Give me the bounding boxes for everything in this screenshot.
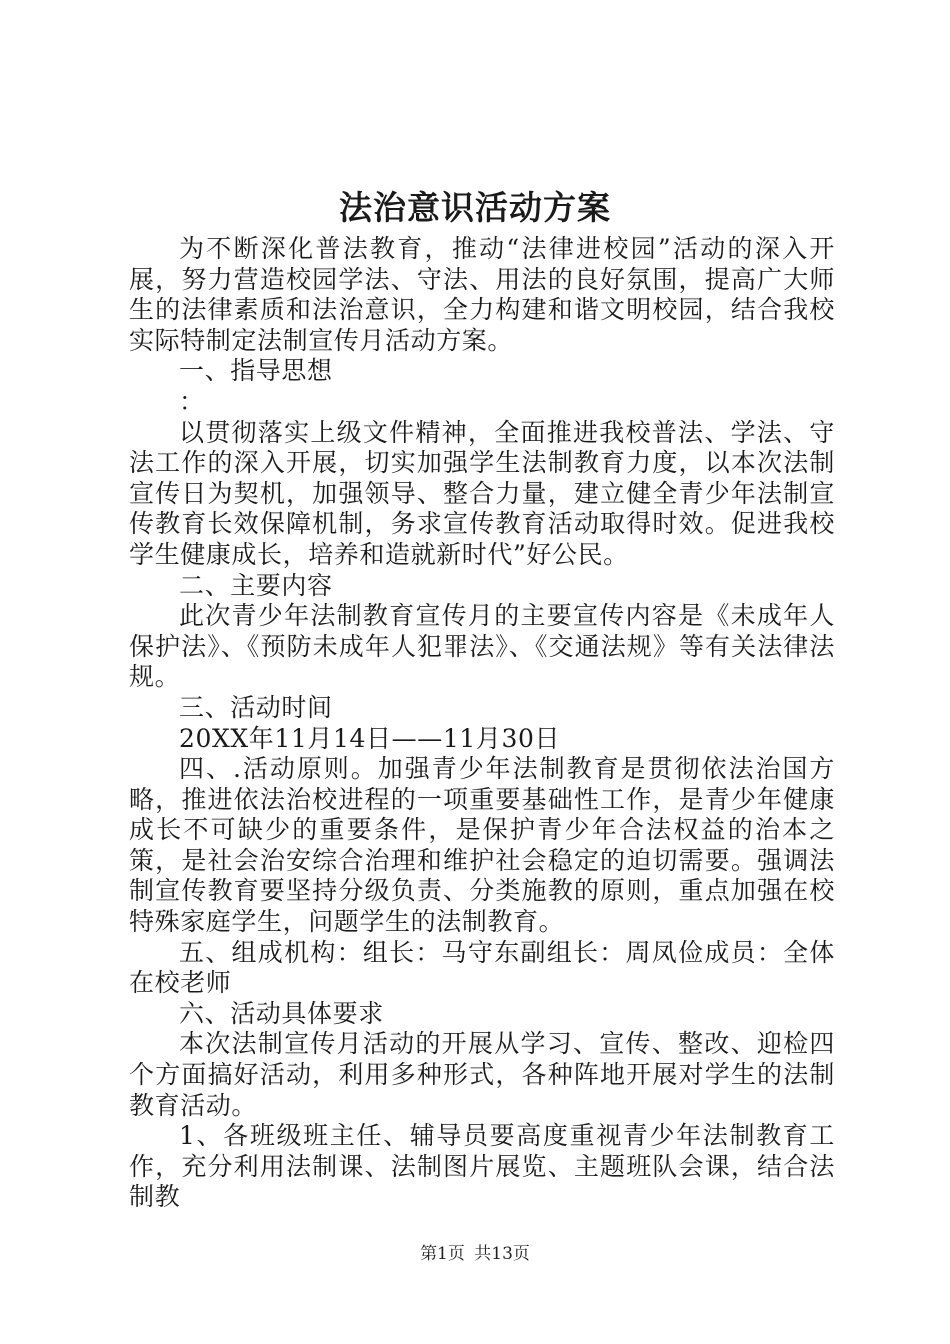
page-footer xyxy=(0,1242,950,1266)
main-content-paragraph: 此次青少年法制教育宣传月的主要宣传内容是《未成年人保护法》、《预防未成年人犯罪法》、《交通法规》等有关法律法规。 xyxy=(129,601,835,692)
colon-line: ： xyxy=(179,386,205,416)
section-heading-activity-time: 三、活动时间 xyxy=(179,692,333,722)
document-body xyxy=(129,234,835,1213)
activity-time-paragraph: 20XX年11月14日——11月30日 xyxy=(179,723,561,753)
section-heading-guiding-ideology: 一、指导思想 xyxy=(179,356,333,386)
document-title: 法治意识活动方案 xyxy=(339,188,611,227)
requirement-item-1: 1、各班级班主任、辅导员要高度重视青少年法制教育工作，充分利用法制课、法制图片展览、主题班队会课，结合法制教 xyxy=(129,1121,835,1212)
intro-paragraph: 为不断深化普法教育，推动“法律进校园”活动的深入开展，努力营造校园学法、守法、用法的良好氛围，提高广大师生的法律素质和法治意识，全力构建和谐文明校园，结合我校实际特制定法制宣传月活动方案。 xyxy=(129,234,835,355)
section-heading-main-content: 二、主要内容 xyxy=(179,570,333,600)
guiding-ideology-paragraph: 以贯彻落实上级文件精神，全面推进我校普法、学法、守法工作的深入开展，切实加强学生法制教育力度，以本次法制宣传日为契机，加强领导、整合力量，建立健全青少年法制宣传教育长效保障机制，务求宣传教育活动取得时效。促进我校学生健康成长，培养和造就新时代”好公民。 xyxy=(129,417,835,569)
section-heading-requirements: 六、活动具体要求 xyxy=(179,998,384,1028)
requirements-paragraph: 本次法制宣传月活动的开展从学习、宣传、整改、迎检四个方面搞好活动，利用多种形式，各种阵地开展对学生的法制教育活动。 xyxy=(129,1029,835,1120)
organization-paragraph: 五、组成机构：组长：马守东副组长：周凤俭成员：全体在校老师 xyxy=(129,937,835,998)
page-number: 第1页 xyxy=(420,1244,465,1264)
total-pages: 共13页 xyxy=(474,1244,530,1264)
activity-principle-paragraph: 四、.活动原则。加强青少年法制教育是贯彻依法治国方略，推进依法治校进程的一项重要基础性工作，是青少年健康成长不可缺少的重要条件，是保护青少年合法权益的治本之策，是社会治安综合治理和维护社会稳定的迫切需要。强调法制宣传教育要坚持分级负责、分类施教的原则，重点加强在校特殊家庭学生，问题学生的法制教育。 xyxy=(129,754,835,937)
